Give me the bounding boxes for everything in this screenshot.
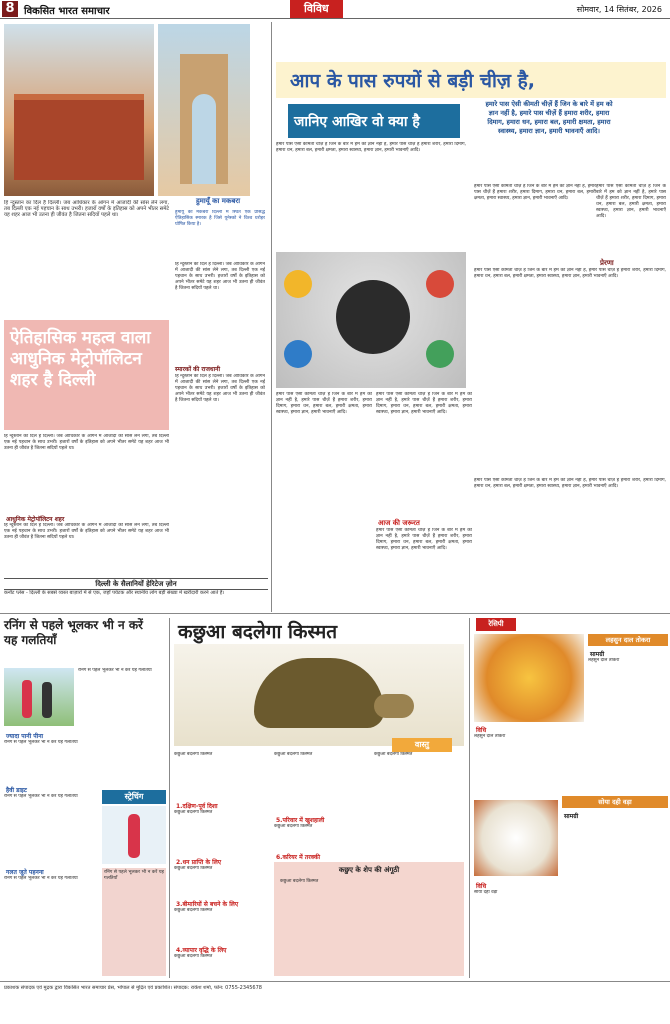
circle-icon xyxy=(426,340,454,368)
circle-icon xyxy=(284,270,312,298)
stretching-photo xyxy=(102,806,166,864)
delhi-body: हि न्दुस्तान का दिल है दिल्ली। जब आधिकार के आंगन में आजादी की सांस लेने लगा, तब दिल्ली एक नई पहचान के साथ उभरी। हजारों वर्षों के इतिहास को अपने भीतर समेटे यह शहर आज भी उतना ही जीवंत है जितना सदियों पहले था। xyxy=(4,434,169,451)
tortoise-body-4: कछुआ बदलेगा किस्मत xyxy=(174,954,213,959)
values-quote: हमारे पास ऐसी कीमती चीज़ें हैं जिन के बारे में हम को ज्ञान नहीं है, हमारे पास चीज़ें हैं हमारा शरीर, हमारा दिमाग, हमारा धन, हमारा बल, हमारी क्षमता, हमारा स्वास्थ्य, हमारा ज्ञान, हमारी भावनाएँ आदि। xyxy=(485,100,613,135)
values-headline-2-box xyxy=(288,104,460,138)
tortoise-body-3: कछुआ बदलेगा किस्मत xyxy=(174,908,213,913)
heritage-bar xyxy=(4,578,268,590)
values-headline-box xyxy=(276,62,666,98)
footer-rule xyxy=(0,981,670,982)
method-1: लहसुन दाल तोकरा xyxy=(474,734,506,739)
delhi-headline: ऐतिहासिक महत्व वाला आधुनिक मेट्रोपॉलिटन शहर है दिल्ली xyxy=(10,328,151,390)
values-body-4: हमारे पास ऐसी कीमती चीज़ें हैं जिन के बारे में हम को ज्ञान नहीं है, हमारे पास चीज़ें हैं हमारा शरीर, हमारा दिमाग, हमारा धन, हमारा बल, हमारी क्षमता, हमारा स्वास्थ्य, हमारा ज्ञान, हमारी भावनाएँ आदि। xyxy=(474,478,666,489)
recipe-title-1: लहसुन दाल तोकरा xyxy=(588,634,668,646)
delhi-col2-text-2: हि न्दुस्तान का दिल है दिल्ली। जब आधिकार के आंगन में आजादी की सांस लेने लगा, तब दिल्ली एक नई पहचान के साथ उभरी। हजारों वर्षों के इतिहास को अपने भीतर समेटे यह शहर आज भी उतना ही जीवंत है जितना सदियों पहले था। xyxy=(175,374,265,403)
values-headline-2: जानिए आखिर वो क्या है xyxy=(294,114,420,130)
ingredients-1: लहसुन दाल तोकरा xyxy=(588,658,620,663)
recipe-label: रेसिपी xyxy=(476,618,516,631)
tortoise-item-6: 6.करियर में तरक्की xyxy=(276,854,321,861)
ring-box-text: कछुआ बदलेगा किस्मत xyxy=(280,879,319,884)
column-divider xyxy=(271,22,272,612)
subhead-monuments: स्मारकों की राजधानी xyxy=(175,366,221,373)
method-2: सोया दही वड़ा xyxy=(474,890,498,895)
tortoise-shell-shape xyxy=(254,658,384,728)
india-gate-arch xyxy=(192,94,216,184)
runners-photo xyxy=(4,668,74,726)
recipe-title-2: सोया दही वड़ा xyxy=(562,796,668,808)
tortoise-col2-text-2: कछुआ बदलेगा किस्मत xyxy=(274,824,313,829)
page-header xyxy=(0,0,670,19)
tortoise-item-3: 3.बीमारियों से बचने के लिए xyxy=(176,901,239,908)
dal-photo xyxy=(474,634,584,722)
column-divider xyxy=(169,618,170,978)
values-intro: हमारे पास ऐसी कीमती चीज़ें हैं जिन के बारे में हम को ज्ञान नहीं है, हमारे पास चीज़ें हैं हमारा शरीर, हमारा दिमाग, हमारा धन, हमारा बल, हमारी क्षमता, हमारा स्वास्थ्य, हमारा ज्ञान, हमारी भावनाएँ आदि। xyxy=(276,142,466,153)
delhi-body-2: हि न्दुस्तान का दिल है दिल्ली। जब आधिकार के आंगन में आजादी की सांस लेने लगा, तब दिल्ली एक नई पहचान के साथ उभरी। हजारों वर्षों के इतिहास को अपने भीतर समेटे यह शहर आज भी उतना ही जीवंत है जितना सदियों पहले था। xyxy=(4,523,169,540)
method-label-2: विधि xyxy=(476,883,487,890)
section-label: विविध xyxy=(290,0,343,18)
footer-imprint: प्रकाशक संपादक एवं मुद्रक द्वारा विकसित भारत समाचार प्रेस, भोपाल से मुद्रित एवं प्रकाशित। संपादक: राकेश शर्मा, फोन: 0755-2345678 xyxy=(4,985,262,991)
tortoise-photo xyxy=(174,644,464,746)
running-headline: रनिंग से पहले भूलकर भी न करें यह गलतियाँ xyxy=(4,618,143,647)
delhi-headline-box xyxy=(4,320,169,430)
heritage-bar-label: दिल्ली के सैलानियों हेरिटेज ज़ोन xyxy=(95,580,177,588)
values-headline-1: आप के पास रुपयों से बड़ी चीज़ है, xyxy=(290,70,535,92)
runner-shape xyxy=(42,682,52,718)
circle-icon xyxy=(284,340,312,368)
values-side-text: हमारे पास ऐसी कीमती चीज़ें हैं जिन के बारे में हम को ज्ञान नहीं है, हमारे पास चीज़ें हैं हमारा शरीर, हमारा दिमाग, हमारा धन, हमारा बल, हमारी क्षमता, हमारा स्वास्थ्य, हमारा ज्ञान, हमारी भावनाएँ आदि। xyxy=(474,268,666,279)
values-col3: हमारे पास ऐसी कीमती चीज़ें हैं जिन के बारे में हम को ज्ञान नहीं है, हमारे पास चीज़ें हैं हमारा शरीर, हमारा दिमाग, हमारा धन, हमारा बल, हमारी क्षमता, हमारा स्वास्थ्य, हमारा ज्ञान, हमारी भावनाएँ आदि। xyxy=(474,184,596,201)
values-col4: हमारे पास ऐसी कीमती चीज़ें हैं जिन के बारे में हम को ज्ञान नहीं है, हमारे पास चीज़ें हैं हमारा शरीर, हमारा दिमाग, हमारा धन, हमारा बल, हमारी क्षमता, हमारा स्वास्थ्य, हमारा ज्ञान, हमारी भावनाएँ आदि। xyxy=(596,184,666,219)
running-body-2: रनिंग से पहले भूलकर भी न करें यह गलतियाँ xyxy=(4,794,78,799)
delhi-col2-text: हि न्दुस्तान का दिल है दिल्ली। जब आधिकार के आंगन में आजादी की सांस लेने लगा, तब दिल्ली एक नई पहचान के साथ उभरी। हजारों वर्षों के इतिहास को अपने भीतर समेटे यह शहर आज भी उतना ही जीवंत है जितना सदियों पहले था। xyxy=(175,262,265,291)
tortoise-headline: कछुआ बदलेगा किस्मत xyxy=(178,621,338,643)
stretching-box-text: रनिंग से पहले भूलकर भी न करें यह गलतियाँ xyxy=(102,868,166,976)
tortoise-item-5: 5.परिवार में खुशहाली xyxy=(276,817,325,824)
tortoise-intro: कछुआ बदलेगा किस्मत xyxy=(174,752,213,757)
humayun-caption: हुमायूँ का मकबरा xyxy=(195,197,241,205)
fort-wall-shape xyxy=(14,94,144,180)
delhi-intro: हि न्दुस्तान का दिल है दिल्ली। जब आधिकार के आंगन में आजादी की सांस लेने लगा, तब दिल्ली एक नई पहचान के साथ उभरी। हजारों वर्षों के इतिहास को अपने भीतर समेटे यह शहर आज भी उतना ही जीवंत है जितना सदियों पहले था। xyxy=(4,200,169,218)
horizontal-divider xyxy=(0,613,670,614)
running-intro: रनिंग से पहले भूलकर भी न करें यह गलतियाँ xyxy=(78,668,152,673)
caption-wrap xyxy=(180,197,256,207)
method-label-1: विधि xyxy=(476,727,487,734)
issue-date: सोमवार, 14 सितंबर, 2026 xyxy=(576,5,662,14)
dahi-vada-photo xyxy=(474,800,558,876)
brain-illustration xyxy=(276,252,466,388)
tortoise-head-shape xyxy=(374,694,414,718)
running-sub-3: गलत जूते पहनना xyxy=(6,869,44,876)
paper-name: विकसित भारत समाचार xyxy=(24,6,110,17)
tortoise-body-1: कछुआ बदलेगा किस्मत xyxy=(174,810,213,815)
stretching-box-title: स्ट्रेचिंग xyxy=(102,790,166,804)
tortoise-item-2: 2.धन प्राप्ति के लिए xyxy=(176,859,222,866)
vastu-tag: वास्तु xyxy=(392,738,452,752)
page-number: 8 xyxy=(2,1,18,17)
tortoise-body-2: कछुआ बदलेगा किस्मत xyxy=(174,866,213,871)
subhead-metro: आधुनिक मेट्रोपॉलिटन शहर xyxy=(6,516,65,523)
tortoise-col3-text: कछुआ बदलेगा किस्मत xyxy=(374,752,413,757)
side-subhead: प्रेरणा xyxy=(600,259,614,267)
need-subhead: आज की जरूरत xyxy=(378,519,420,527)
values-body-1: हमारे पास ऐसी कीमती चीज़ें हैं जिन के बारे में हम को ज्ञान नहीं है, हमारे पास चीज़ें हैं हमारा शरीर, हमारा दिमाग, हमारा धन, हमारा बल, हमारी क्षमता, हमारा स्वास्थ्य, हमारा ज्ञान, हमारी भावनाएँ आदि। xyxy=(276,392,372,415)
running-sub-1: ज्यादा पानी पीना xyxy=(6,733,44,740)
stretch-figure-shape xyxy=(128,814,140,858)
humayun-caption-note: हुमायूँ का मकबरा दिल्ली में स्थित एक प्रसिद्ध ऐतिहासिक स्मारक है जिसे यूनेस्को ने विश्व धरोहर घोषित किया है। xyxy=(175,210,265,227)
values-body-2: हमारे पास ऐसी कीमती चीज़ें हैं जिन के बारे में हम को ज्ञान नहीं है, हमारे पास चीज़ें हैं हमारा शरीर, हमारा दिमाग, हमारा धन, हमारा बल, हमारी क्षमता, हमारा स्वास्थ्य, हमारा ज्ञान, हमारी भावनाएँ आदि। xyxy=(376,392,472,415)
ingredients-label-2: सामग्री xyxy=(564,813,579,820)
india-gate-photo xyxy=(158,24,250,196)
tortoise-col2-text: कछुआ बदलेगा किस्मत xyxy=(274,752,313,757)
tortoise-item-4: 4.व्यापार वृद्धि के लिए xyxy=(176,947,227,954)
running-body-1: रनिंग से पहले भूलकर भी न करें यह गलतियाँ xyxy=(4,740,78,745)
running-body-3: रनिंग से पहले भूलकर भी न करें यह गलतियाँ xyxy=(4,876,78,881)
running-sub-2: हैवी डाइट xyxy=(6,787,27,794)
values-body-3: हमारे पास ऐसी कीमती चीज़ें हैं जिन के बारे में हम को ज्ञान नहीं है, हमारे पास चीज़ें हैं हमारा शरीर, हमारा दिमाग, हमारा धन, हमारा बल, हमारी क्षमता, हमारा स्वास्थ्य, हमारा ज्ञान, हमारी भावनाएँ आदि। xyxy=(376,528,472,551)
circle-icon xyxy=(426,270,454,298)
red-fort-photo xyxy=(4,24,154,196)
column-divider xyxy=(469,618,470,978)
heritage-note: कनॉट प्लेस - दिल्ली के सबसे व्यस्त बाज़ारों में से एक, जहाँ पर्यटक और स्थानीय लोग बड़ी संख्या में खरीदारी करने आते हैं। xyxy=(4,590,225,596)
tortoise-item-1: 1.दक्षिण-पूर्व दिशा xyxy=(176,803,218,810)
ring-box-title: कछुए के शेप की अंगूठी xyxy=(338,866,400,874)
tortoise-ring-box xyxy=(274,862,464,976)
head-silhouette xyxy=(336,280,410,354)
ingredients-label-1: सामग्री xyxy=(590,651,605,658)
runner-shape xyxy=(22,680,32,718)
